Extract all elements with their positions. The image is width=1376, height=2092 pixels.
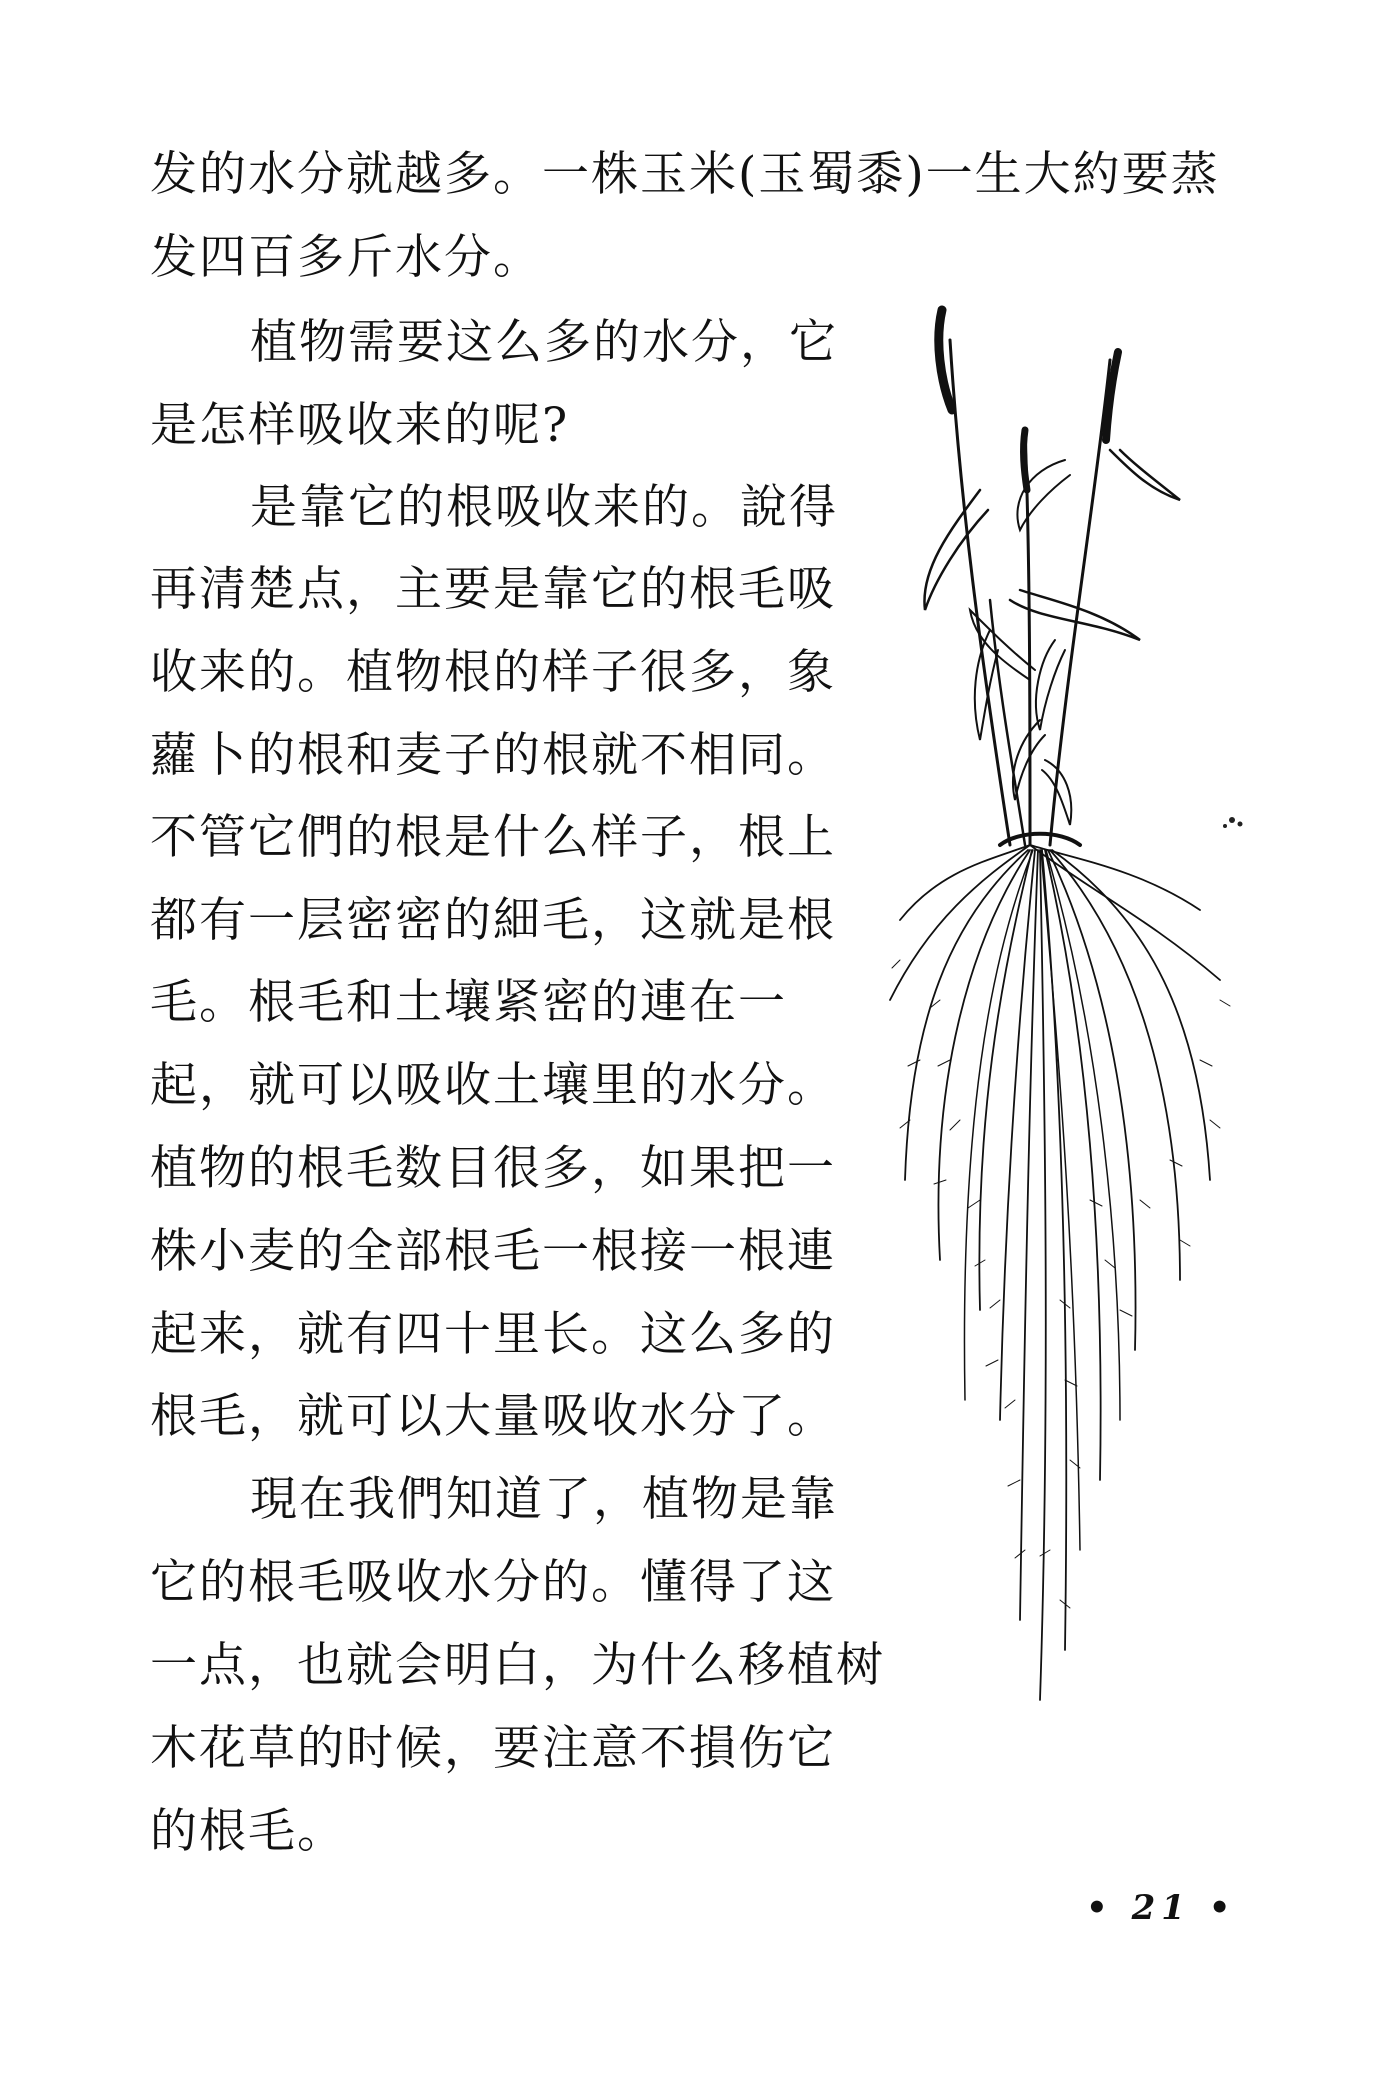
text-line-5: 是靠它的根吸收来的。說得	[250, 480, 838, 535]
text-line-6: 再清楚点，主要是靠它的根毛吸	[150, 562, 836, 617]
text-line-19: 一点，也就会明白，为什么移植树	[150, 1638, 885, 1693]
text-line-15: 起来，就有四十里长。这么多的	[150, 1307, 836, 1362]
text-line-7: 收来的。植物根的样子很多，象	[150, 645, 836, 700]
text-line-14: 株小麦的全部根毛一根接一根連	[150, 1224, 836, 1279]
text-line-2: 发四百多斤水分。	[150, 230, 542, 285]
text-line-11: 毛。根毛和土壤紧密的連在一	[150, 975, 787, 1030]
text-line-17: 現在我們知道了，植物是靠	[250, 1472, 838, 1527]
text-line-10: 都有一层密密的細毛，这就是根	[150, 893, 836, 948]
text-line-4: 是怎样吸收来的呢?	[150, 398, 570, 453]
text-line-8: 蘿卜的根和麦子的根就不相同。	[150, 728, 836, 783]
text-line-20: 木花草的时候，要注意不損伤它	[150, 1721, 836, 1776]
text-line-21: 的根毛。	[150, 1804, 346, 1859]
text-line-9: 不管它們的根是什么样子，根上	[150, 810, 836, 865]
text-line-18: 它的根毛吸收水分的。懂得了这	[150, 1555, 836, 1610]
text-line-12: 起，就可以吸收土壤里的水分。	[150, 1058, 836, 1113]
text-line-16: 根毛，就可以大量吸收水分了。	[150, 1389, 836, 1444]
text-line-3: 植物需要这么多的水分，它	[250, 315, 838, 370]
page-number: • 21 •	[1086, 1888, 1237, 1928]
text-line-1: 发的水分就越多。一株玉米(玉蜀黍)一生大約要蒸	[150, 147, 1220, 202]
wheat-root-illustration	[880, 300, 1250, 1820]
text-line-13: 植物的根毛数目很多，如果把一	[150, 1141, 836, 1196]
